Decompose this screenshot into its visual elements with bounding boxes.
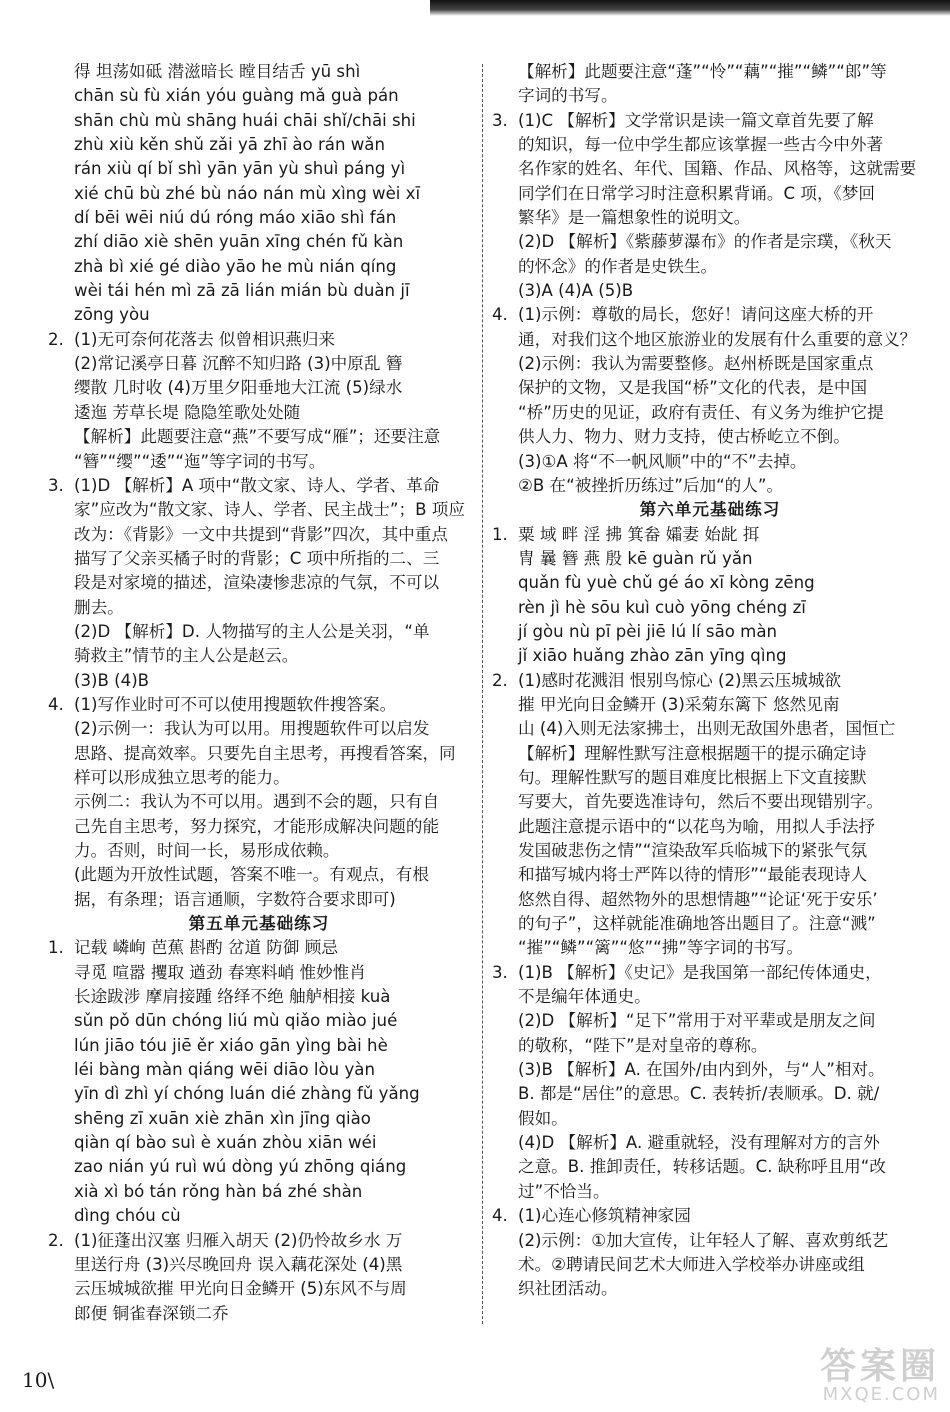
line-text: lún jiāo tóu jiē ěr xiáo gān yìng bài hè <box>74 1035 388 1055</box>
text-line <box>492 1082 928 1106</box>
text-line <box>492 328 928 352</box>
text-line <box>492 1277 928 1301</box>
line-text: 发国破悲伤之情”“渲染敌军兵临城下的紧张气氛 <box>518 841 868 860</box>
text-line <box>492 230 928 254</box>
line-text: jǐ xiāo huǎng zhào zān yīng qìng <box>518 646 787 666</box>
text-line <box>48 1058 470 1082</box>
text-line <box>48 84 470 108</box>
text-line <box>48 620 470 644</box>
line-text: 字词的书写。 <box>518 86 618 106</box>
line-text: 样可以形成独立思考的能力。 <box>74 767 290 787</box>
section-heading <box>492 498 928 522</box>
text-line <box>48 669 470 693</box>
text-line <box>492 693 928 717</box>
line-text: “摧”“鳞”“篱”“悠”“拂”等字词的书写。 <box>518 938 804 958</box>
line-text: 【解析】此题要注意“燕”不要写成“雁”；还要注意 <box>74 427 441 447</box>
line-text: (此题为开放性试题，答案不唯一。有观点，有根 <box>74 865 429 885</box>
line-text: 过”不恰当。 <box>518 1181 610 1201</box>
line-text: (2)D 【解析】D. 人物描写的主人公是关羽，“单 <box>74 621 430 641</box>
line-text: 冑 曩 簪 燕 殷 kē guàn rǔ yǎn <box>518 548 753 568</box>
text-line <box>48 1034 470 1058</box>
line-text: (1)D 【解析】A 项中“散文家、诗人、学者、革命 <box>74 475 440 495</box>
line-text: quǎn fù yuè chǔ gé áo xī kòng zēng <box>518 573 815 593</box>
text-line <box>492 912 928 936</box>
line-text: (3)A (4)A (5)B <box>518 281 634 301</box>
text-line <box>492 182 928 206</box>
text-line <box>492 888 928 912</box>
line-text: 的敬称，“陛下”是对皇帝的尊称。 <box>518 1035 768 1055</box>
text-line <box>492 1131 928 1155</box>
text-line <box>48 790 470 814</box>
watermark <box>740 1348 940 1404</box>
line-text: 织社团活动。 <box>518 1279 618 1299</box>
line-text: xià xì bó tán rǒng hàn bá zhé shàn <box>74 1181 363 1201</box>
text-line <box>492 1155 928 1179</box>
line-text: (1)感时花溅泪 恨别鸟惊心 (2)黑云压城城欲 <box>518 670 842 690</box>
line-text: (2)示例：我认为需要整修。赵州桥既是国家重点 <box>518 354 874 374</box>
question-number: 1. <box>48 938 64 958</box>
text-line <box>48 133 470 157</box>
text-line <box>492 474 928 498</box>
text-line <box>48 693 470 717</box>
text-line <box>492 669 928 693</box>
text-line <box>492 450 928 474</box>
line-text: dí bēi wēi niú dú róng máo xiāo shì fán <box>74 208 397 228</box>
text-line <box>492 109 928 133</box>
line-text: 山 (4)入则无法家拂士，出则无敌国外患者，国恒亡 <box>518 719 896 739</box>
text-line <box>48 157 470 181</box>
line-text: 示例二：我认为不可以用。遇到不会的题，只有自 <box>74 792 440 812</box>
text-line <box>492 523 928 547</box>
line-text: 保护的文物，又是我国“桥”文化的代表，是中国 <box>518 378 868 398</box>
line-text: zhà bì xié gé diào yāo he mù nián qíng <box>74 256 397 276</box>
text-line <box>492 571 928 595</box>
text-line <box>48 547 470 571</box>
text-line <box>492 401 928 425</box>
text-line <box>48 352 470 376</box>
page-number: 10\ <box>22 1368 55 1392</box>
line-text: 里送行舟 (3)兴尽晚回舟 误入藕花深处 (4)黑 <box>74 1254 403 1274</box>
text-line <box>492 425 928 449</box>
text-line <box>48 328 470 352</box>
line-text: 供人力、物力、财力支持，使古桥屹立不倒。 <box>518 427 850 447</box>
text-line <box>492 352 928 376</box>
text-line <box>492 596 928 620</box>
line-text: (2)示例一：我认为可以用。用搜题软件可以启发 <box>74 719 430 739</box>
text-line <box>492 1009 928 1033</box>
line-text: ②B 在“被挫折历练过”后加“的人”。 <box>518 475 784 495</box>
text-line <box>48 571 470 595</box>
text-line <box>48 936 470 960</box>
text-line <box>492 547 928 571</box>
text-line <box>492 717 928 741</box>
line-text: 长途跋涉 摩肩接踵 络绎不绝 舳舻相接 kuà <box>74 987 391 1007</box>
text-line <box>492 1058 928 1082</box>
text-line <box>492 1229 928 1253</box>
text-line <box>48 839 470 863</box>
question-number: 4. <box>492 1206 508 1226</box>
column-divider <box>482 64 483 1324</box>
line-text: 此题注意提示语中的“以花鸟为喻，用拟人手法抒 <box>518 816 876 836</box>
text-line <box>492 1107 928 1131</box>
line-text: 【解析】此题要注意“蓬”“怜”“藕”“摧”“鳞”“郎”等 <box>518 62 887 81</box>
line-text: (4)D 【解析】A. 避重就轻，没有理解对方的言外 <box>518 1133 880 1153</box>
line-text: 繁华》是一篇想象性的说明文。 <box>518 208 751 228</box>
text-line <box>492 376 928 400</box>
line-text: (2)D 【解析】《紫藤萝瀑布》的作者是宗璞，《秋天 <box>518 232 892 252</box>
line-text: (1)C 【解析】文学常识是读一篇文章首先要了解 <box>518 110 874 130</box>
line-text: yīn dì zhì yí chóng luán dié zhàng fǔ yǎng <box>74 1084 420 1104</box>
text-line <box>48 255 470 279</box>
line-text: 记载 嶙峋 芭蕉 斟酌 岔道 防御 顾忌 <box>74 938 338 958</box>
line-text: 的怀念》的作者是史铁生。 <box>518 256 718 276</box>
text-line <box>48 230 470 254</box>
text-line <box>48 766 470 790</box>
text-line <box>48 742 470 766</box>
text-line <box>48 596 470 620</box>
line-text: 之意。B. 推卸责任，转移话题。C. 缺称呼且用“改 <box>518 1157 886 1177</box>
text-line <box>48 1009 470 1033</box>
line-text: (1)心连心修筑精神家园 <box>518 1206 691 1226</box>
line-text: chān sù fù xián yóu guàng mǎ guà pán <box>74 86 399 106</box>
watermark-main: 答案圈 <box>819 1346 940 1387</box>
question-number: 1. <box>492 524 508 544</box>
line-text: 粟 域 畔 淫 拂 箕畚 孀妻 始龀 挕 <box>518 524 760 544</box>
line-text: 假如。 <box>518 1108 568 1128</box>
text-line <box>48 1204 470 1228</box>
text-line <box>492 303 928 327</box>
line-text: zōng yòu <box>74 305 150 325</box>
text-line <box>492 1180 928 1204</box>
line-text: rán xiù qí bǐ shì yān yān yù shuì páng yì <box>74 159 406 179</box>
line-text: (3)B (4)B <box>74 670 150 690</box>
line-text: 改为：《背影》一文中共提到“背影”四次，其中重点 <box>74 524 448 544</box>
text-line <box>48 1253 470 1277</box>
text-line <box>492 1253 928 1277</box>
text-line <box>492 157 928 181</box>
text-line <box>48 1131 470 1155</box>
question-number: 2. <box>492 670 508 690</box>
line-text: 不是编年体通史。 <box>518 987 651 1007</box>
line-text: 的句子”，这样就能准确地答出题目了。注意“溅” <box>518 914 876 934</box>
watermark-sub: MXQE.COM <box>822 1384 940 1405</box>
line-text: dìng chóu cù <box>74 1206 181 1226</box>
line-text: shān chù mù shāng huái chāi shǐ/chāi shi <box>74 110 416 130</box>
section-heading <box>48 912 470 936</box>
line-text: 寻觅 喧嚣 攫取 遒劲 春寒料峭 惟妙惟肖 <box>74 962 366 982</box>
text-line <box>48 182 470 206</box>
text-line <box>48 279 470 303</box>
line-text: 据，有条理；语言通顺，字数符合要求即可) <box>74 889 396 909</box>
text-line <box>492 815 928 839</box>
text-line <box>492 1204 928 1228</box>
line-text: léi bàng màn qiáng wēi diāo lòu yàn <box>74 1060 375 1080</box>
line-text: (2)示例：①加大宣传，让年轻人了解、喜欢剪纸艺 <box>518 1230 889 1250</box>
line-text: 段是对家境的描述，渲染凄惨悲凉的气氛，不可以 <box>74 573 440 593</box>
text-line <box>48 498 470 522</box>
line-text: 得 坦荡如砥 潜滋暗长 瞠目结舌 yū shì <box>74 62 361 81</box>
text-line <box>48 401 470 425</box>
text-line <box>48 985 470 1009</box>
line-text: zhí diāo xiè shēn yuān xīng chén fǔ kàn <box>74 232 404 252</box>
text-line <box>48 109 470 133</box>
line-text: (1)征蓬出汉塞 归雁入胡天 (2)仍怜故乡水 万 <box>74 1230 403 1250</box>
line-text: 缨散 几时收 (4)万里夕阳垂地大江流 (5)绿水 <box>74 378 403 398</box>
line-text: wèi tái hén mì zā zā lián mián bù duàn jī <box>74 281 410 301</box>
text-line <box>48 450 470 474</box>
text-line <box>492 985 928 1009</box>
left-column <box>48 60 470 1326</box>
question-number: 3. <box>48 475 64 495</box>
question-number: 3. <box>492 962 508 982</box>
text-line <box>48 1229 470 1253</box>
text-line <box>492 206 928 230</box>
line-text: zhù xiù kěn shǔ zǎi yā zhī ào rán wǎn <box>74 135 385 155</box>
text-line <box>492 60 928 84</box>
line-text: xié chū bù zhé bù náo nán mù xìng wèi xī <box>74 183 421 203</box>
line-text: zao nián yú ruì wú dòng yú zhōng qiáng <box>74 1157 407 1177</box>
text-line <box>48 961 470 985</box>
text-line <box>492 863 928 887</box>
text-line <box>48 523 470 547</box>
top-edge-shadow <box>430 0 950 16</box>
line-text: 和描写城内将士严阵以待的情形”“最能表现诗人 <box>518 865 868 885</box>
right-column <box>492 60 928 1302</box>
text-line <box>48 1302 470 1326</box>
text-line <box>48 1082 470 1106</box>
text-line <box>492 620 928 644</box>
line-text: 删去。 <box>74 597 124 617</box>
line-text: 摧 甲光向日金鳞开 (3)采菊东篱下 悠然见南 <box>518 694 840 714</box>
line-text: B. 都是“居住”的意思。C. 表转折/表顺承。D. 就/ <box>518 1084 880 1104</box>
text-line <box>48 303 470 327</box>
text-line <box>48 425 470 449</box>
question-number: 3. <box>492 110 508 130</box>
line-text: 力。否则，时间一长，易形成依赖。 <box>74 841 340 860</box>
line-text: (3)B 【解析】A. 在国外/由内到外，与“人”相对。 <box>518 1060 885 1080</box>
line-text: 家”应改为“散文家、诗人、学者、民主战士”；B 项应 <box>74 500 465 520</box>
line-text: 郎便 铜雀春深锁二乔 <box>74 1303 229 1323</box>
line-text: 悠然自得、超然物外的思想情趣”“论证‘死于安乐’ <box>518 889 878 909</box>
line-text: (1)无可奈何花落去 似曾相识燕归来 <box>74 329 336 349</box>
line-text: 的知识，每一位中学生都应该掌握一些古今中外著 <box>518 135 884 155</box>
text-line <box>48 1107 470 1131</box>
line-text: 描写了父亲买橘子时的背影；C 项中所指的二、三 <box>74 548 440 568</box>
text-line <box>492 936 928 960</box>
text-line <box>492 133 928 157</box>
line-text: 句。理解性默写的题目难度比根据上下文直接默 <box>518 767 867 787</box>
text-line <box>48 888 470 912</box>
text-line <box>492 279 928 303</box>
line-text: rèn jì hè sōu kuì cuò yōng chéng zī <box>518 597 806 617</box>
text-line <box>48 1180 470 1204</box>
text-line <box>48 717 470 741</box>
text-line <box>48 815 470 839</box>
question-number: 4. <box>492 305 508 325</box>
line-text: (1)B 【解析】《史记》是我国第一部纪传体通史， <box>518 962 882 982</box>
text-line <box>48 60 470 84</box>
line-text: 己先自主思考，努力探究，才能形成解决问题的能 <box>74 816 440 836</box>
line-text: 同学们在日常学习时注意积累背诵。C 项，《梦回 <box>518 183 876 203</box>
question-number: 4. <box>48 694 64 714</box>
line-text: “簪”“缨”“逶”“迤”等字词的书写。 <box>74 451 326 471</box>
line-text: 写要大，首先要选准诗句，然后不要出现错别字。 <box>518 792 884 812</box>
line-text: qiàn qí bào suì è xuán zhòu xiān wéi <box>74 1133 377 1153</box>
text-line <box>492 742 928 766</box>
line-text: 思路、提高效率。只要先自主思考，再搜看答案，同 <box>74 743 456 763</box>
text-line <box>48 206 470 230</box>
line-text: (3)①A 将“不一帆风顺”中的“不”去掉。 <box>518 451 807 471</box>
line-text: (1)示例：尊敬的局长，您好！请问这座大桥的开 <box>518 305 874 325</box>
line-text: 云压城城欲摧 甲光向日金鳞开 (5)东风不与周 <box>74 1279 407 1299</box>
text-line <box>492 766 928 790</box>
line-text: (1)写作业时可不可以使用搜题软件搜答案。 <box>74 694 397 714</box>
text-line <box>492 1034 928 1058</box>
line-text: “桥”历史的见证，政府有责任、有义务为维护它提 <box>518 402 884 422</box>
text-line <box>492 84 928 108</box>
line-text: jí gòu nù pī pèi jiē lú lí sāo màn <box>518 621 778 641</box>
line-text: 逶迤 芳草长堤 隐隐笙歌处处随 <box>74 402 301 422</box>
line-text: 骑救主”情节的主人公是赵云。 <box>74 646 299 666</box>
text-line <box>492 644 928 668</box>
text-line <box>48 1155 470 1179</box>
question-number: 2. <box>48 1230 64 1250</box>
line-text: shēng zī xuān xiè zhān xìn jīng qiào <box>74 1108 371 1128</box>
text-line <box>48 474 470 498</box>
line-text: 【解析】理解性默写注意根据题干的提示确定诗 <box>518 743 867 763</box>
line-text: 第六单元基础练习 <box>639 500 781 520</box>
text-line <box>492 790 928 814</box>
line-text: 通，对我们这个地区旅游业的发展有什么重要的意义？ <box>518 329 917 349</box>
text-line <box>48 376 470 400</box>
line-text: 名作家的姓名、年代、国籍、作品、风格等，这就需要 <box>518 159 917 179</box>
line-text: 第五单元基础练习 <box>188 914 330 934</box>
line-text: 术。②聘请民间艺术大师进入学校举办讲座或组 <box>518 1254 865 1274</box>
text-line <box>48 644 470 668</box>
text-line <box>48 1277 470 1301</box>
line-text: (2)常记溪亭日暮 沉醉不知归路 (3)中原乱 簪 <box>74 354 403 374</box>
line-text: (2)D 【解析】“足下”常用于对平辈或是朋友之间 <box>518 1011 876 1031</box>
text-line <box>492 255 928 279</box>
question-number: 2. <box>48 329 64 349</box>
text-line <box>48 863 470 887</box>
text-line <box>492 961 928 985</box>
text-line <box>492 839 928 863</box>
line-text: sǔn pǒ dūn chóng liú mù qiǎo miào jué <box>74 1011 398 1031</box>
